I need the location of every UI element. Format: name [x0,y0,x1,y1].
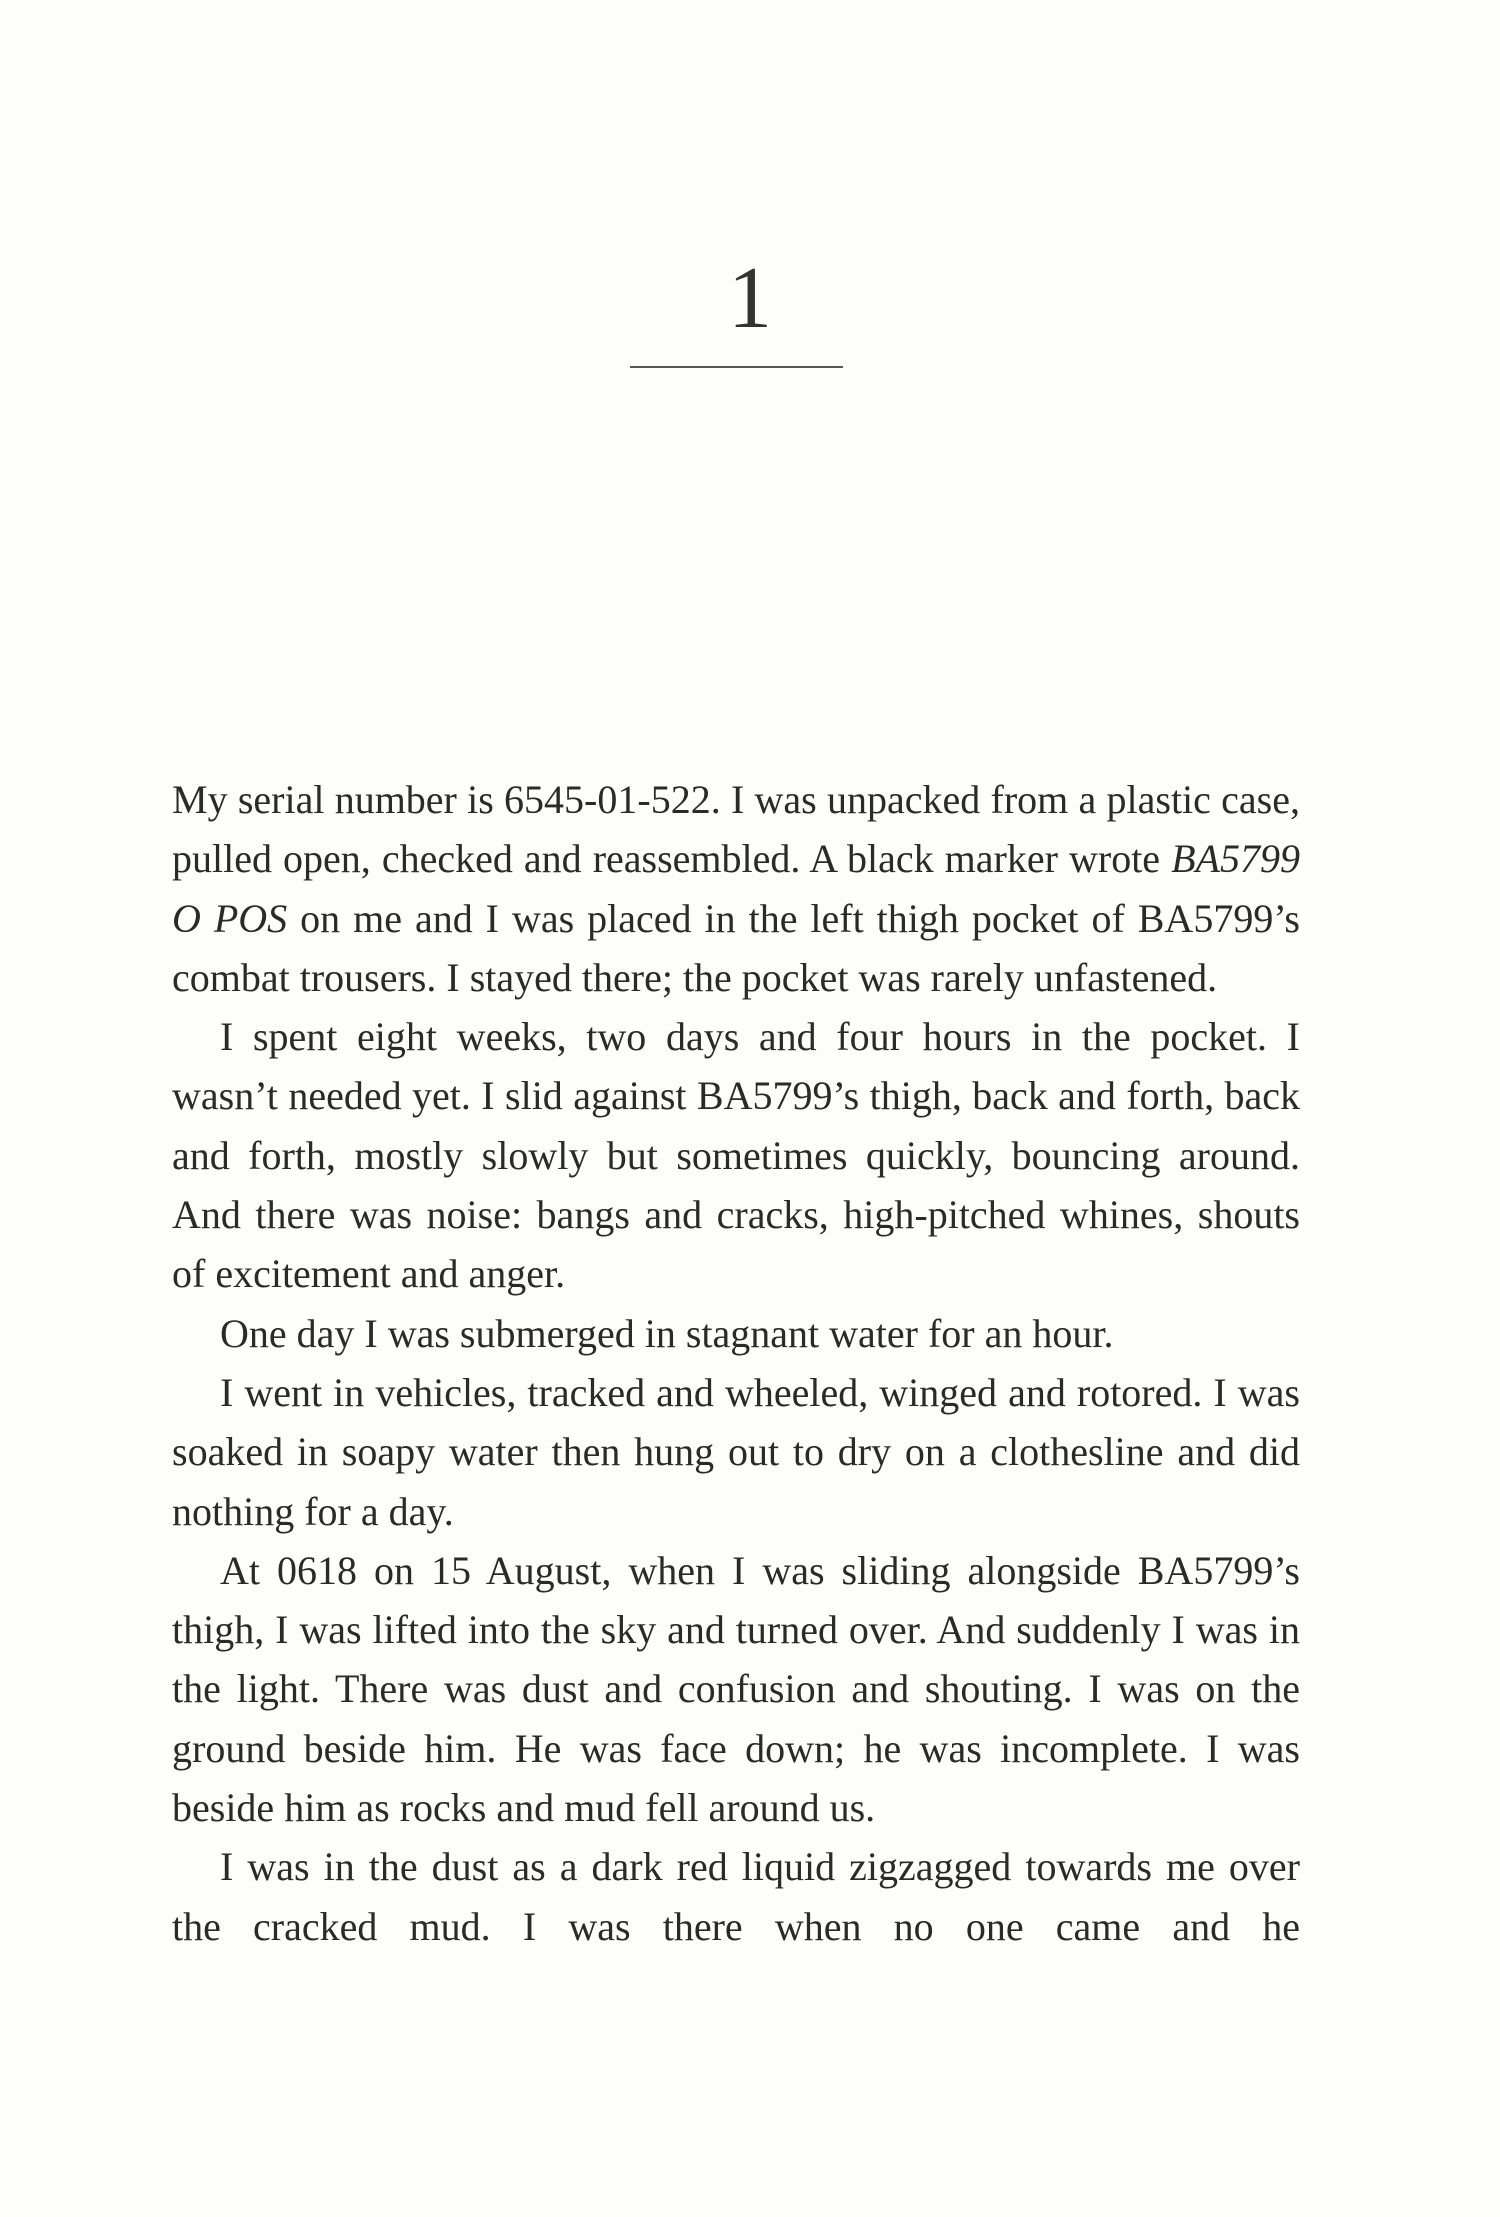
paragraph-4: I went in vehicles, tracked and wheeled, winged and rotored. I was soaked in soapy water then hung out to dry on a clothesline and did nothing for a day. [172,1369,1300,1534]
paragraph-3: One day I was submerged in stagnant water for an hour. [220,1310,1114,1356]
paragraph-2: I spent eight weeks, two days and four hours in the pocket. I wasn’t needed yet. I slid against BA5799’s thigh, back and forth, back and forth, mostly slowly but sometimes quickly, bouncing around. And there was noise: bangs and cracks, high-pitched whines, shouts of excitement and anger. [172,1014,1300,1297]
paragraph-5: At 0618 on 15 August, when I was sliding alongside BA5799’s thigh, I was lifted into the sky and turned over. And suddenly I was in the light. There was dust and confusion and shouting. I was on the ground beside him. He was face down; he was incomplete. I was beside him as rocks and mud fell around us. [172,1547,1300,1831]
chapter-body [172,770,1300,1956]
paragraph-1-text-b: on me and I was placed in the left thigh pocket of BA5799’s combat trousers. I stayed there; the pocket was rarely unfastened. [172,895,1300,1000]
marker-inscription: BA5799 O POS [172,836,1300,941]
chapter-number: 1 [728,250,772,347]
paragraph-1 [172,770,1300,1007]
paragraph-6: I was in the dust as a dark red liquid zigzagged towards me over the cracked mud. I was there when no one came and he [172,1844,1300,1949]
paragraph-1-text-a: My serial number is 6545-01-522. I was unpacked from a plastic case, pulled open, checked and reassembled. A black marker wrote [172,777,1300,882]
chapter-rule [630,366,843,368]
